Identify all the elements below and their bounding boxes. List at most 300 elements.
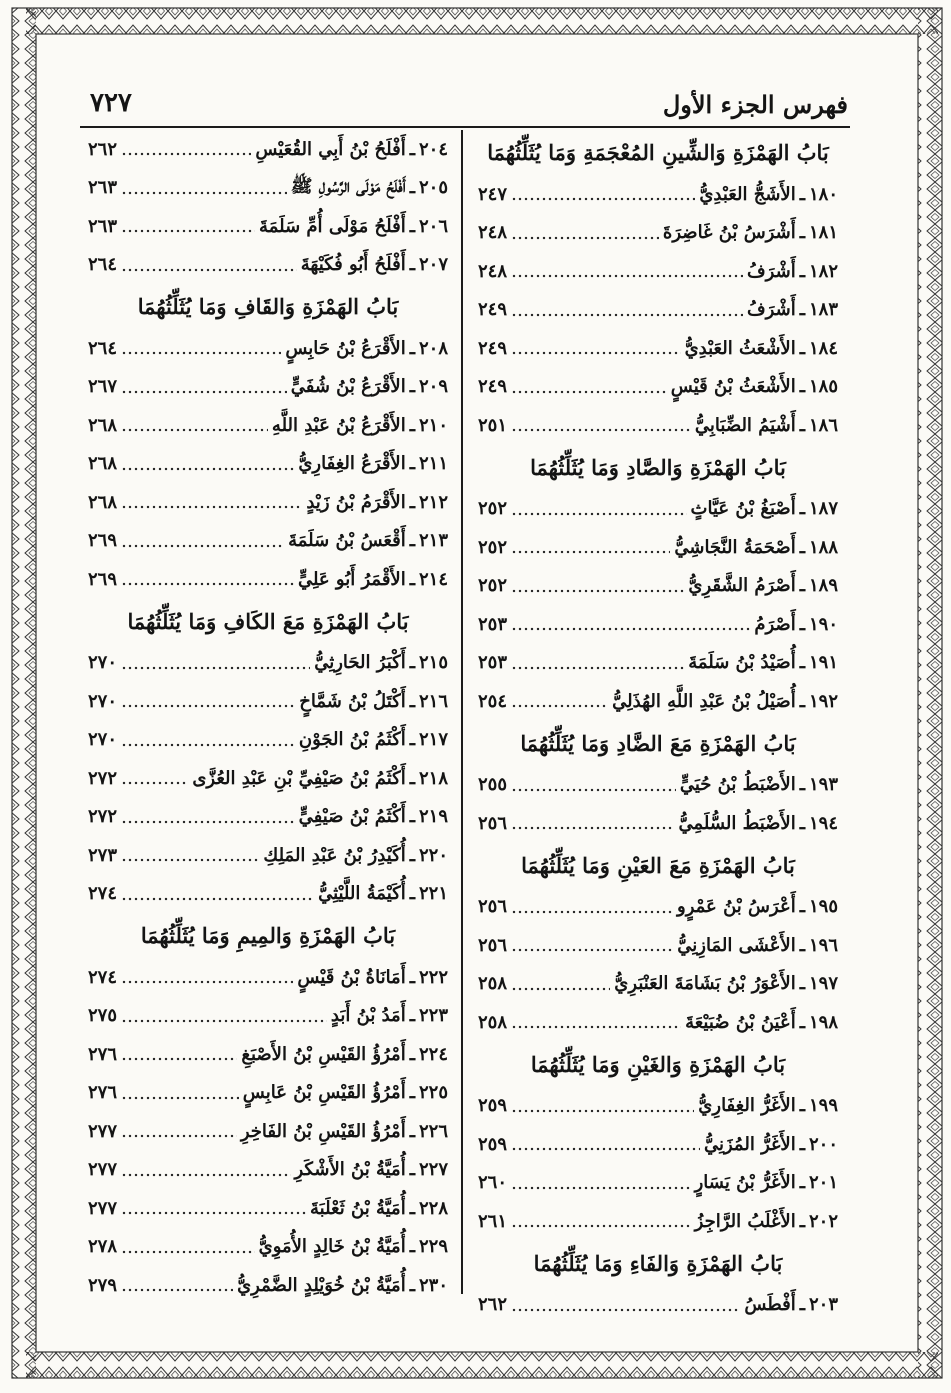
entry-name: الأَعْوَرُ بْنُ بَشَامَةَ العَنْبَرِيُّ — [614, 973, 796, 995]
index-entry — [478, 1286, 838, 1325]
entry-name: أَشْيَمُ الضِّبَابِيُّ — [694, 414, 796, 436]
section-title: بَابُ الهَمْزَةِ وَالغَيْنِ وَمَا يُثَلِّثُهُمَا — [530, 1051, 786, 1077]
entry-name: أُمَيَّةُ بْنُ خَالِدٍ الأُمَوِيُّ — [258, 1236, 406, 1258]
entry-page-number: ٢٧٧ — [88, 1120, 118, 1142]
entry-page-number: ٢٥١ — [478, 414, 508, 436]
index-entry — [88, 1074, 448, 1113]
index-entry — [88, 836, 448, 875]
entry-separator: ـ — [409, 1197, 415, 1219]
entry-separator: ـ — [799, 1210, 805, 1232]
dot-leader — [121, 1057, 237, 1061]
entry-separator: ـ — [799, 536, 805, 558]
index-entry — [88, 1228, 448, 1267]
entry-number: ٢٢١ — [418, 883, 448, 905]
entry-separator: ـ — [409, 337, 415, 359]
header-rule — [80, 126, 850, 128]
index-entry — [478, 490, 838, 529]
entry-separator: ـ — [409, 883, 415, 905]
entry-page-number: ٢٧٨ — [88, 1236, 118, 1258]
dot-leader — [121, 704, 295, 708]
dot-leader — [511, 1186, 691, 1190]
entry-page-number: ٢٥٣ — [478, 652, 508, 674]
entry-name: الأَغْلَبُ الرَّاجِزُ — [694, 1210, 796, 1232]
entry-name: أَشْرَسُ بْنُ غَاضِرَةَ — [662, 222, 796, 244]
dot-leader — [511, 197, 695, 201]
dot-leader — [121, 897, 314, 901]
entry-number: ٢٢٠ — [418, 844, 448, 866]
entry-number: ١٩٢ — [808, 690, 838, 712]
entry-name: أَكْثَمُ بْنُ صَيْفِيِّ بْنِ عَبْدِ العُزَّى — [192, 767, 406, 789]
entry-separator: ـ — [799, 690, 805, 712]
entry-name: أَفْلَحُ أَبُو فُكَيْهَةَ — [300, 254, 406, 276]
entry-page-number: ٢٦٠ — [478, 1172, 508, 1194]
dot-leader — [511, 788, 676, 792]
section-title: بَابُ الهَمْزَةِ وَالصَّادِ وَمَا يُثَلِّثُهُمَا — [530, 454, 786, 480]
entry-name: أَكْثَمُ بْنُ صَيْفِيٍّ — [298, 806, 406, 828]
entry-number: ١٩٠ — [808, 613, 838, 635]
entry-name: أُمَيَّةُ بْنُ الأَشْكَرِ — [294, 1159, 406, 1181]
entry-name: أَصْحَمَةُ النَّجَاشِيُّ — [674, 536, 796, 558]
entry-separator: ـ — [799, 1172, 805, 1194]
entry-page-number: ٢٥٩ — [478, 1133, 508, 1155]
entry-page-number: ٢٥٦ — [478, 896, 508, 918]
index-entry — [88, 644, 448, 683]
entry-page-number: ٢٧٣ — [88, 844, 118, 866]
entry-number: ١٨٠ — [808, 183, 838, 205]
section-title: بَابُ الهَمْزَةِ مَعَ العَيْنِ وَمَا يُثَلِّثُهُمَا — [521, 852, 795, 878]
entry-separator: ـ — [409, 254, 415, 276]
entry-number: ٢٠٧ — [418, 254, 448, 276]
index-entry — [88, 958, 448, 997]
entry-separator: ـ — [799, 183, 805, 205]
entry-name: أُمَيَّةُ بْنُ ثَعْلَبَةَ — [309, 1197, 406, 1219]
entry-name: الأَقْرَعُ بْنُ عَبْدِ اللَّهِ — [271, 414, 406, 436]
entry-separator: ـ — [799, 652, 805, 674]
dot-leader — [121, 1173, 290, 1177]
entry-separator: ـ — [409, 729, 415, 751]
entry-page-number: ٢٥٦ — [478, 934, 508, 956]
entry-number: ٢٢٩ — [418, 1236, 448, 1258]
index-entry — [88, 875, 448, 914]
index-entry — [478, 329, 838, 368]
entry-page-number: ٢٧٠ — [88, 690, 118, 712]
left-column — [88, 130, 448, 1305]
entry-page-number: ٢٥٨ — [478, 1011, 508, 1033]
entry-number: ٢١١ — [418, 453, 448, 475]
entry-name: أَمَانَاةُ بْنُ قَيْسٍ — [297, 966, 406, 988]
index-entry — [478, 965, 838, 1004]
entry-page-number: ٢٦٣ — [88, 177, 118, 199]
page-number: ٧٢٧ — [90, 88, 132, 118]
dot-leader — [121, 152, 251, 156]
entry-separator: ـ — [409, 844, 415, 866]
entry-separator: ـ — [409, 215, 415, 237]
entry-name: أَفْلَحُ مَوْلَى الرَّسُولِ ﷺ — [290, 175, 406, 197]
dot-leader — [511, 274, 743, 278]
entry-number: ٢١٦ — [418, 690, 448, 712]
entry-name: أَكْثَمُ بْنُ الجَوْنِ — [298, 729, 406, 751]
entry-page-number: ٢٦٣ — [88, 215, 118, 237]
entry-name: الأَعْشَى المَازِنِيُّ — [677, 934, 796, 956]
entry-name: الأَضْبَطُ بْنُ حُيَيٍّ — [679, 774, 796, 796]
index-entry — [478, 406, 838, 445]
dot-leader — [511, 390, 667, 394]
index-entry — [88, 997, 448, 1036]
index-entry — [478, 605, 838, 644]
entry-name: أَشْرَفُ — [747, 299, 796, 321]
entry-separator: ـ — [409, 1120, 415, 1142]
section-title: بَابُ الهَمْزَةِ وَالقَافِ وَمَا يُثَلِّثُهُمَا — [137, 294, 399, 319]
dot-leader — [511, 627, 750, 631]
entry-separator: ـ — [409, 1005, 415, 1027]
entry-separator: ـ — [799, 575, 805, 597]
entry-number: ١٨٦ — [808, 414, 838, 436]
entry-separator: ـ — [799, 414, 805, 436]
entry-number: ٢٢٣ — [418, 1005, 448, 1027]
index-entry — [88, 406, 448, 445]
dot-leader — [121, 781, 188, 785]
index-entry — [478, 291, 838, 330]
entry-number: ٢٠٠ — [808, 1133, 838, 1155]
entry-separator: ـ — [799, 260, 805, 282]
section-title: بَابُ الهَمْزَةِ وَالفَاءِ وَمَا يُثَلِّثُهُمَا — [533, 1250, 783, 1276]
entry-name: أُكَيْمَةُ اللَّيْثِيُّ — [318, 883, 406, 905]
index-entry — [88, 560, 448, 599]
index-entry — [478, 644, 838, 683]
entry-page-number: ٢٥٦ — [478, 812, 508, 834]
entry-separator: ـ — [409, 1043, 415, 1065]
entry-page-number: ٢٥٤ — [478, 690, 508, 712]
entry-name: أَمَدُ بْنُ أَبَدٍ — [330, 1005, 406, 1027]
entry-page-number: ٢٥٨ — [478, 973, 508, 995]
entry-separator: ـ — [409, 491, 415, 513]
index-entry — [478, 766, 838, 805]
entry-number: ٢٠٦ — [418, 215, 448, 237]
entry-name: الأَقْرَعُ بْنُ شُفَيٍّ — [290, 376, 406, 398]
entry-number: ٢٠٣ — [808, 1294, 838, 1316]
entry-page-number: ٢٥٣ — [478, 613, 508, 635]
entry-separator: ـ — [409, 806, 415, 828]
entry-separator: ـ — [799, 934, 805, 956]
index-entry — [478, 888, 838, 927]
dot-leader — [511, 512, 687, 516]
entry-name: أَفْلَحُ بْنُ أَبِي القُعَيْسِ — [255, 138, 406, 160]
index-entry — [478, 528, 838, 567]
entry-number: ٢١٢ — [418, 491, 448, 513]
entry-separator: ـ — [799, 613, 805, 635]
entry-page-number: ٢٤٩ — [478, 376, 508, 398]
entry-number: ٢٢٥ — [418, 1082, 448, 1104]
entry-page-number: ٢٦٢ — [88, 138, 118, 160]
entry-page-number: ٢٥٩ — [478, 1095, 508, 1117]
index-entry — [88, 1189, 448, 1228]
entry-page-number: ٢٧٤ — [88, 966, 118, 988]
entry-name: أَصْرَمُ — [754, 613, 796, 635]
entry-page-number: ٢٤٩ — [478, 337, 508, 359]
dot-leader — [121, 1250, 255, 1254]
entry-page-number: ٢٥٢ — [478, 536, 508, 558]
entry-page-number: ٢٧٢ — [88, 806, 118, 828]
entry-name: أَكْتَلُ بْنُ شَمَّاخٍ — [299, 690, 406, 712]
entry-number: ٢٢٦ — [418, 1120, 448, 1142]
entry-separator: ـ — [799, 299, 805, 321]
entry-name: أَعْيَنُ بْنُ ضُبَيْعَةَ — [685, 1011, 796, 1033]
entry-number: ٢١٩ — [418, 806, 448, 828]
entry-separator: ـ — [409, 690, 415, 712]
entry-page-number: ٢٦٨ — [88, 453, 118, 475]
dot-leader — [511, 550, 670, 554]
entry-page-number: ٢٧٢ — [88, 767, 118, 789]
dot-leader — [121, 1288, 233, 1292]
entry-page-number: ٢٧٦ — [88, 1082, 118, 1104]
entry-page-number: ٢٧٥ — [88, 1005, 118, 1027]
entry-separator: ـ — [409, 453, 415, 475]
entry-separator: ـ — [409, 376, 415, 398]
dot-leader — [121, 229, 255, 233]
entry-page-number: ٢٤٨ — [478, 260, 508, 282]
dot-leader — [121, 268, 297, 272]
entry-separator: ـ — [409, 966, 415, 988]
dot-leader — [121, 1019, 327, 1023]
entry-separator: ـ — [409, 414, 415, 436]
dot-leader — [511, 826, 674, 830]
entry-number: ٢٢٨ — [418, 1197, 448, 1219]
index-entry — [478, 368, 838, 407]
entry-number: ١٩٩ — [808, 1095, 838, 1117]
entry-page-number: ٢٧٧ — [88, 1159, 118, 1181]
entry-number: ٢١٠ — [418, 414, 448, 436]
entry-number: ٢١٨ — [418, 767, 448, 789]
entry-page-number: ٢٤٨ — [478, 222, 508, 244]
entry-page-number: ٢٥٢ — [478, 498, 508, 520]
entry-number: ١٨٥ — [808, 376, 838, 398]
dot-leader — [121, 820, 295, 824]
entry-number: ١٨٤ — [808, 337, 838, 359]
entry-number: ٢٠٥ — [418, 177, 448, 199]
entry-page-number: ٢٦٧ — [88, 376, 118, 398]
entry-number: ١٨٣ — [808, 299, 838, 321]
index-entry — [478, 1125, 838, 1164]
entry-page-number: ٢٦٨ — [88, 414, 118, 436]
entry-number: ٢١٣ — [418, 530, 448, 552]
entry-name: الأَشْعَثُ بْنُ قَيْسٍ — [670, 376, 796, 398]
entry-name: أَمْرُؤُ القَيْسِ بْنُ الأَصْبَغِ — [241, 1043, 406, 1065]
index-entry — [88, 721, 448, 760]
index-entry — [88, 1112, 448, 1151]
entry-name: أَصْرَمُ الشَّقَرِيُّ — [688, 575, 796, 597]
entry-page-number: ٢٦٤ — [88, 337, 118, 359]
entry-number: ١٩٥ — [808, 896, 838, 918]
index-entry — [88, 1035, 448, 1074]
entry-separator: ـ — [409, 1082, 415, 1104]
dot-leader — [121, 390, 287, 394]
dot-leader — [121, 1134, 237, 1138]
entry-separator: ـ — [409, 767, 415, 789]
entry-number: ٢٢٢ — [418, 966, 448, 988]
entry-page-number: ٢٧٧ — [88, 1197, 118, 1219]
entry-number: ٢٠٨ — [418, 337, 448, 359]
dot-leader — [121, 505, 302, 509]
dot-leader — [511, 987, 610, 991]
index-entry — [478, 1087, 838, 1126]
entry-separator: ـ — [799, 1095, 805, 1117]
index-entry — [478, 926, 838, 965]
entry-separator: ـ — [799, 1294, 805, 1316]
dot-leader — [511, 1224, 691, 1228]
index-entry — [478, 175, 838, 214]
index-entry — [88, 522, 448, 561]
index-entry — [88, 246, 448, 285]
entry-separator: ـ — [409, 652, 415, 674]
entry-name: الأَقْرَمُ بْنُ زَيْدٍ — [306, 491, 406, 513]
entry-number: ٢٢٤ — [418, 1043, 448, 1065]
index-entry — [478, 682, 838, 721]
entry-number: ٢٠٩ — [418, 376, 448, 398]
index-entry — [478, 1003, 838, 1042]
entry-page-number: ٢٦٩ — [88, 530, 118, 552]
dot-leader — [511, 910, 673, 914]
entry-page-number: ٢٧٠ — [88, 729, 118, 751]
dot-leader — [121, 666, 310, 670]
entry-name: الأَشْعَثُ العَبْدِيُّ — [684, 337, 796, 359]
entry-number: ١٨٧ — [808, 498, 838, 520]
entry-separator: ـ — [409, 1274, 415, 1296]
column-divider — [461, 130, 463, 1294]
entry-name: أَشْرَفُ — [747, 260, 796, 282]
section-title: بَابُ الهَمْزَةِ مَعَ الكَافِ وَمَا يُثَلِّثُهُمَا — [127, 608, 409, 634]
entry-number: ١٩٧ — [808, 973, 838, 995]
entry-page-number: ٢٤٩ — [478, 299, 508, 321]
entry-page-number: ٢٧٠ — [88, 652, 118, 674]
index-entry — [478, 1202, 838, 1241]
entry-number: ٢١٤ — [418, 568, 448, 590]
dot-leader — [121, 743, 295, 747]
entry-name: أَعْرَسُ بْنُ عَمْرٍو — [677, 896, 796, 918]
entry-separator: ـ — [799, 222, 805, 244]
entry-name: أَفْطَسُ — [744, 1294, 796, 1316]
right-column — [478, 130, 838, 1324]
index-entry — [88, 169, 448, 208]
entry-separator: ـ — [799, 1011, 805, 1033]
entry-page-number: ٢٦٢ — [478, 1294, 508, 1316]
index-entry — [88, 1266, 448, 1305]
entry-number: ٢١٥ — [418, 652, 448, 674]
entry-separator: ـ — [799, 498, 805, 520]
index-entry — [88, 329, 448, 368]
entry-name: أُمَيَّةُ بْنُ خُوَيْلِدٍ الضَّمْرِيُّ — [237, 1274, 406, 1296]
dot-leader — [511, 589, 684, 593]
entry-page-number: ٢٦١ — [478, 1210, 508, 1232]
dot-leader — [511, 236, 659, 240]
entry-separator: ـ — [799, 896, 805, 918]
section-title: بَابُ الهَمْزَةِ وَالمِيمِ وَمَا يُثَلِّثُهُمَا — [140, 923, 396, 948]
dot-leader — [121, 980, 293, 984]
entry-page-number: ٢٦٨ — [88, 491, 118, 513]
entry-separator: ـ — [409, 177, 415, 199]
index-entry — [478, 1164, 838, 1203]
entry-name: الأَقْمَرُ أَبُو عَلِيٍّ — [297, 568, 406, 590]
entry-number: ١٨١ — [808, 222, 838, 244]
entry-name: أَمْرُؤُ القَيْسِ بْنُ عَابِسٍ — [242, 1082, 406, 1104]
dot-leader — [121, 544, 284, 548]
dot-leader — [511, 1308, 740, 1312]
entry-number: ٢٠٢ — [808, 1210, 838, 1232]
entry-separator: ـ — [799, 337, 805, 359]
index-entry — [88, 445, 448, 484]
index-entry — [88, 207, 448, 246]
dot-leader — [121, 1211, 306, 1215]
index-entry — [478, 567, 838, 606]
dot-leader — [511, 704, 608, 708]
entry-name: أُكَيْدِرُ بْنُ عَبْدِ المَلِكِ — [263, 844, 406, 866]
index-entry — [88, 798, 448, 837]
entry-name: أَفْلَحُ مَوْلَى أُمِّ سَلَمَةَ — [259, 215, 406, 237]
entry-name: الأَغَرُّ المُزَنِيُّ — [703, 1133, 796, 1155]
entry-number: ١٩٣ — [808, 774, 838, 796]
entry-separator: ـ — [799, 1133, 805, 1155]
entry-page-number: ٢٧٩ — [88, 1274, 118, 1296]
entry-page-number: ٢٤٧ — [478, 183, 508, 205]
index-entry — [88, 1151, 448, 1190]
entry-number: ١٨٩ — [808, 575, 838, 597]
entry-name: الأَقْرَعُ بْنُ حَابِسٍ — [285, 337, 406, 359]
entry-number: ١٩٦ — [808, 934, 838, 956]
entry-name: أَصْبَغُ بْنُ عَيَّاثٍ — [690, 498, 796, 520]
entry-separator: ـ — [409, 1236, 415, 1258]
entry-separator: ـ — [799, 973, 805, 995]
dot-leader — [121, 582, 294, 586]
entry-separator: ـ — [409, 568, 415, 590]
entry-name: الأَقْرَعُ الغِفَارِيُّ — [298, 453, 406, 475]
index-entry — [88, 368, 448, 407]
dot-leader — [511, 1025, 681, 1029]
entry-number: ٢٢٧ — [418, 1159, 448, 1181]
entry-name: أُصَيْدُ بْنُ سَلَمَةَ — [688, 652, 796, 674]
entry-number: ١٩٨ — [808, 1011, 838, 1033]
entry-name: أُصَيْلُ بْنُ عَبْدِ اللَّهِ الهُذَلِيُّ — [612, 690, 796, 712]
dot-leader — [511, 428, 691, 432]
entry-number: ٢١٧ — [418, 729, 448, 751]
entry-name: الأَشَجُّ العَبْدِيُّ — [699, 183, 796, 205]
entry-page-number: ٢٦٩ — [88, 568, 118, 590]
entry-name: الأَغَرُّ بْنُ يَسَارٍ — [694, 1172, 796, 1194]
dot-leader — [121, 351, 281, 355]
entry-separator: ـ — [409, 1159, 415, 1181]
entry-separator: ـ — [409, 138, 415, 160]
entry-number: ٢٠١ — [808, 1172, 838, 1194]
entry-number: ١٨٢ — [808, 260, 838, 282]
entry-separator: ـ — [799, 774, 805, 796]
dot-leader — [121, 467, 294, 471]
entry-name: الأَغَرُّ الغِفَارِيُّ — [698, 1095, 796, 1117]
entry-number: ٢٠٤ — [418, 138, 448, 160]
entry-separator: ـ — [799, 812, 805, 834]
dot-leader — [121, 858, 259, 862]
entry-name: أَكْبَرُ الحَارِثِيُّ — [314, 652, 406, 674]
entry-page-number: ٢٦٤ — [88, 254, 118, 276]
dot-leader — [511, 1109, 694, 1113]
index-entry — [88, 483, 448, 522]
dot-leader — [511, 1147, 700, 1151]
index-entry — [478, 252, 838, 291]
entry-number: ١٩٤ — [808, 812, 838, 834]
entry-page-number: ٢٧٦ — [88, 1043, 118, 1065]
dot-leader — [121, 1096, 239, 1100]
page-header — [90, 80, 848, 126]
entry-page-number: ٢٥٢ — [478, 575, 508, 597]
header-title: فهرس الجزء الأول — [662, 90, 848, 119]
dot-leader — [511, 948, 673, 952]
